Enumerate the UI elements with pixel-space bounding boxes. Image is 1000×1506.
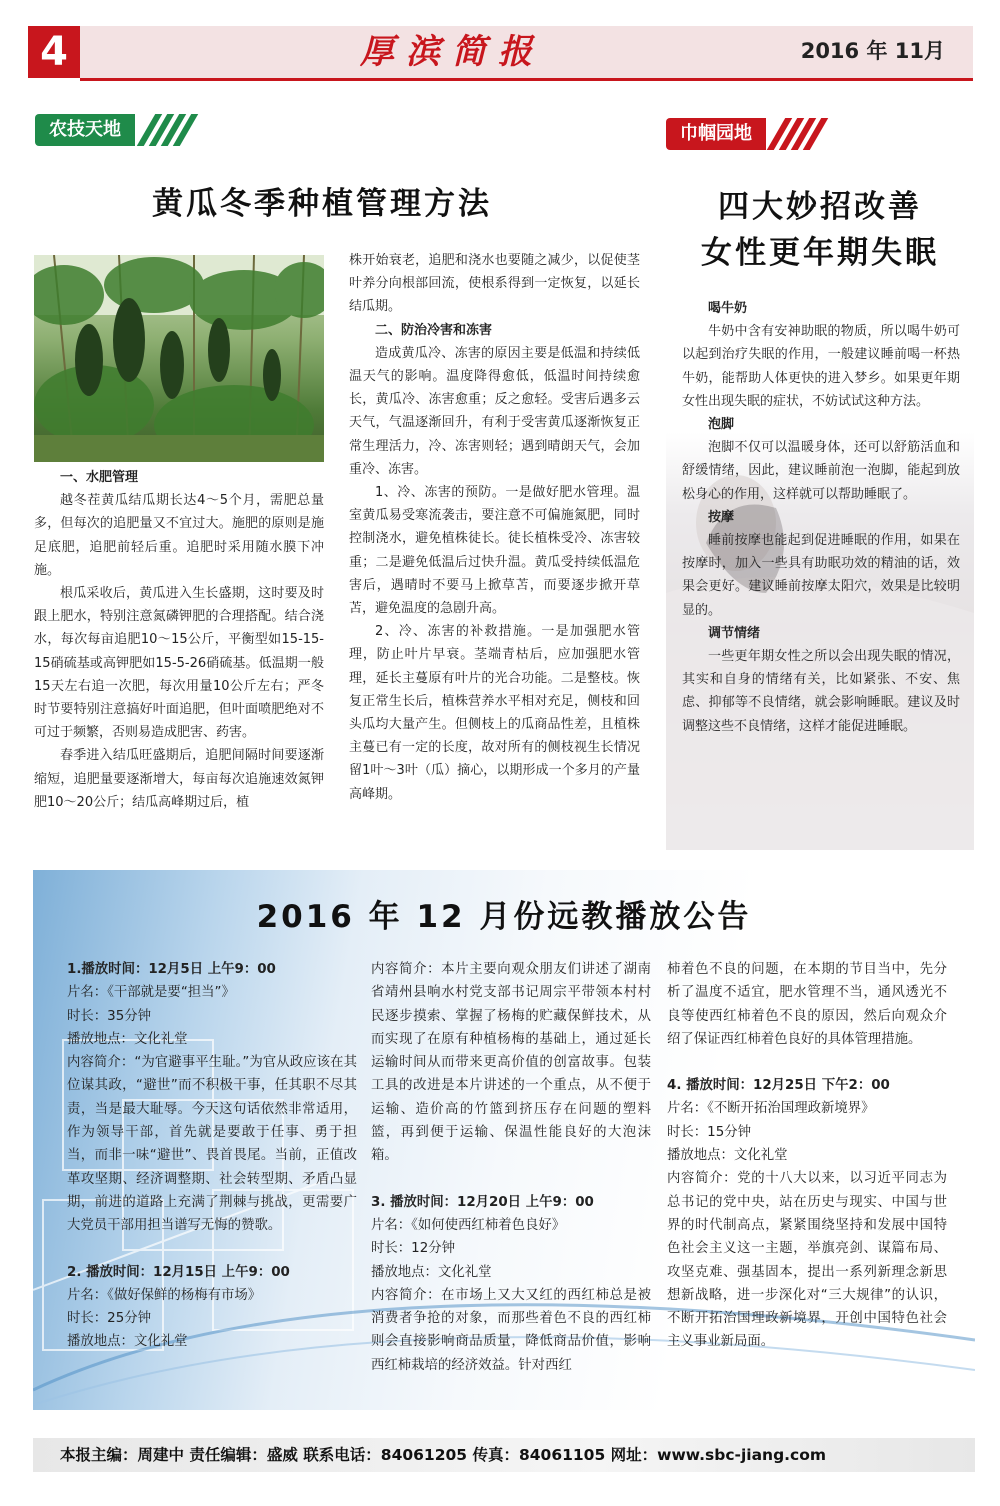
farming-column-1 bbox=[34, 466, 324, 814]
program-venue: 播放地点：文化礼堂 bbox=[67, 1334, 188, 1350]
program-title: 片名：《不断开拓治国理政新境界》 bbox=[667, 1101, 875, 1117]
spacer bbox=[667, 1051, 947, 1074]
notice-column-2 bbox=[371, 958, 651, 1377]
subheading: 喝牛奶 bbox=[708, 301, 748, 316]
subheading: 一、水肥管理 bbox=[60, 470, 139, 485]
program-time: 2. 播放时间：12月15日 上午9：00 bbox=[67, 1264, 290, 1280]
program-summary: 内容简介：党的十八大以来，以习近平同志为总书记的党中央，站在历史与现实、中国与世界的时代制高点，紧紧围绕坚持和发展中国特色社会主义这一主题，举旗亮剑、谋篇布局、攻坚克难、强基固本，提出一系列新理念新思想新战略，进一步深化对“三大规律”的认识，不断开拓治国理政新境界，开创中国特色社会主义事业新局面。 bbox=[667, 1171, 947, 1350]
paragraph: 根瓜采收后，黄瓜进入生长盛期，这时要及时跟上肥水，特别注意氮磷钾肥的合理搭配。结合浇水，每次每亩追肥10～15公斤，平衡型如15-15-15硝硫基或高钾肥如15-5-26硝硫基。低温期一般15天左右追一次肥，每次用量10公斤左右；严冬时节要特别注意搞好叶面追肥，但叶面喷肥绝对不可过于频繁，否则易造成肥害、药害。 bbox=[34, 586, 324, 741]
program-summary: 柿着色不良的问题，在本期的节目当中，先分析了温度不适宜，肥水管理不当，通风透光不良等使西红柿着色不良的原因，然后向观众介绍了保证西红柿着色良好的具体管理措施。 bbox=[667, 962, 947, 1047]
notice-column-3 bbox=[667, 958, 947, 1354]
program-duration: 时长：12分钟 bbox=[371, 1241, 455, 1257]
paragraph: 造成黄瓜冷、冻害的原因主要是低温和持续低温天气的影响。温度降得愈低，低温时间持续愈长，黄瓜冷、冻害愈重；反之愈轻。受害后遇多云天气，气温逐渐回升，有利于受害黄瓜逐渐恢复正常生理活力，冷、冻害则轻；遇到晴朗天气，会加重冷、冻害。 bbox=[349, 345, 640, 477]
program-duration: 时长：15分钟 bbox=[667, 1124, 751, 1140]
subheading: 调节情绪 bbox=[708, 625, 761, 641]
section-tag-women: 巾帼园地 bbox=[666, 118, 766, 150]
farming-title: 黄瓜冬季种植管理方法 bbox=[152, 186, 492, 222]
program-title: 片名：《干部就是要“担当”》 bbox=[67, 985, 235, 1001]
program-time: 3. 播放时间：12月20日 上午9：00 bbox=[371, 1194, 594, 1210]
cucumber-photo bbox=[34, 255, 324, 462]
tag-stripes-icon bbox=[770, 118, 830, 150]
spacer bbox=[67, 1238, 357, 1261]
program-time: 4. 播放时间：12月25日 下午2：00 bbox=[667, 1078, 890, 1094]
program-time: 1.播放时间：12月5日 上午9：00 bbox=[67, 962, 276, 977]
paragraph: 1、冷、冻害的预防。一是做好肥水管理。温室黄瓜易受寒流袭击，要注意不可偏施氮肥，同时控制浇水，避免植株徒长。徒长植株受冷、冻害较重；二是避免低温后过快升温。黄瓜受持续低温危害后，遇晴时不要马上掀草苫，而要逐步掀开草苫，避免温度的急剧升高。 bbox=[349, 485, 640, 617]
program-venue: 播放地点：文化礼堂 bbox=[67, 1031, 188, 1047]
issue-date: 2016 年 11月 bbox=[800, 39, 945, 63]
women-column bbox=[682, 297, 960, 738]
paper-name: 厚滨简报 bbox=[360, 32, 544, 72]
program-venue: 播放地点：文化礼堂 bbox=[667, 1148, 788, 1164]
subheading: 二、防治冷害和冻害 bbox=[375, 322, 493, 338]
paragraph: 牛奶中含有安神助眠的物质，所以喝牛奶可以起到治疗失眠的作用，一般建议睡前喝一杯热牛奶，能帮助人体更快的进入梦乡。如果更年期女性出现失眠的症状，不妨试试这种方法。 bbox=[682, 324, 960, 409]
paragraph: 春季进入结瓜旺盛期后，追肥间隔时间要逐渐缩短，追肥量要逐渐增大，每亩每次追施速效氮钾肥10～20公斤；结瓜高峰期过后，植 bbox=[34, 748, 324, 810]
paragraph: 睡前按摩也能起到促进睡眠的作用，如果在按摩时，加入一些具有助眠功效的精油的话，效果会更好。建议睡前按摩太阳穴，效果是比较明显的。 bbox=[682, 533, 960, 618]
subheading: 泡脚 bbox=[708, 417, 735, 433]
program-summary: 内容简介：在市场上又大又红的西红柿总是被消费者争抢的对象，而那些着色不良的西红柿则会直接影响商品质量，降低商品价值，影响西红柿栽培的经济效益。针对西红 bbox=[371, 1287, 651, 1373]
women-title-line-2: 女性更年期失眠 bbox=[701, 235, 939, 271]
program-summary: 内容简介：“为官避事平生耻。”为官从政应该在其位谋其政，“避世”而不积极干事，任其职不尽其责，当是最大耻辱。今天这句话依然非常适用，作为领导干部，首先就是要敢于任事、勇于担当，而非一味“避世”、畏首畏尾。当前，正值改革攻坚期、经济调整期、社会转型期、矛盾凸显期，前进的道路上充满了荆棘与挑战，更需要广大党员干部用担当谱写无悔的赞歌。 bbox=[67, 1055, 357, 1234]
paragraph: 泡脚不仅可以温暖身体，还可以舒筋活血和舒缓情绪，因此，建议睡前泡一泡脚，能起到放松身心的作用，这样就可以帮助睡眠了。 bbox=[682, 440, 960, 502]
program-summary: 内容简介：本片主要向观众朋友们讲述了湖南省靖州县响水村党支部书记周宗平带领本村村民逐步摸索、掌握了杨梅的贮藏保鲜技术，从而实现了在原有种植杨梅的基础上，通过延长运输时间从而带来更高价值的创富故事。包装工具的改进是本片讲述的一个重点，从不便于运输、造价高的竹篮到挤压存在问题的塑料篮，再到便于运输、保温性能良好的大泡沫箱。 bbox=[371, 962, 651, 1164]
cucumber-plants-icon bbox=[34, 255, 324, 462]
farming-column-2 bbox=[349, 249, 640, 806]
program-title: 片名：《如何使西红柿着色良好》 bbox=[371, 1217, 566, 1233]
page-number: 4 bbox=[28, 26, 80, 78]
program-title: 片名：《做好保鲜的杨梅有市场》 bbox=[67, 1287, 262, 1303]
program-venue: 播放地点：文化礼堂 bbox=[371, 1264, 492, 1280]
footer-contact: 本报主编：周建中 责任编辑：盛威 联系电话：84061205 传真：84061105 网址：www.sbc-jiang.com bbox=[60, 1446, 827, 1464]
section-tag-farming: 农技天地 bbox=[35, 114, 135, 146]
notice-title: 2016 年 12 月份远教播放公告 bbox=[256, 899, 752, 935]
spacer bbox=[371, 1168, 651, 1191]
program-duration: 时长：35分钟 bbox=[67, 1008, 151, 1024]
paragraph: 一些更年期女性之所以会出现失眠的情况，其实和自身的情绪有关，比如紧张、不安、焦虑、抑郁等不良情绪，就会影响睡眠。建议及时调整这些不良情绪，这样才能促进睡眠。 bbox=[682, 649, 960, 734]
tag-stripes-icon bbox=[140, 114, 200, 146]
subheading: 按摩 bbox=[708, 509, 735, 525]
program-duration: 时长：25分钟 bbox=[67, 1311, 151, 1327]
women-title-line-1: 四大妙招改善 bbox=[718, 189, 922, 225]
paragraph: 越冬茬黄瓜结瓜期长达4～5个月，需肥总量多，但每次的追肥量又不宜过大。施肥的原则是施足底肥，追肥前轻后重。追肥时采用随水膜下冲施。 bbox=[34, 493, 324, 578]
notice-column-1 bbox=[67, 958, 357, 1354]
paragraph: 株开始衰老，追肥和浇水也要随之减少，以促使茎叶养分向根部回流，使根系得到一定恢复，以延长结瓜期。 bbox=[349, 253, 640, 315]
paragraph: 2、冷、冻害的补救措施。一是加强肥水管理，防止叶片早衰。茎端青枯后，应加强肥水管理，延长主蔓原有叶片的光合功能。二是整枝。恢复正常生长后，植株营养水平相对充足，侧枝和回头瓜均大量产生。但侧枝上的瓜商品性差，且植株主蔓已有一定的长度，故对所有的侧枝视生长情况留1叶～3叶（瓜）摘心，以期形成一个多月的产量高峰期。 bbox=[349, 624, 640, 802]
